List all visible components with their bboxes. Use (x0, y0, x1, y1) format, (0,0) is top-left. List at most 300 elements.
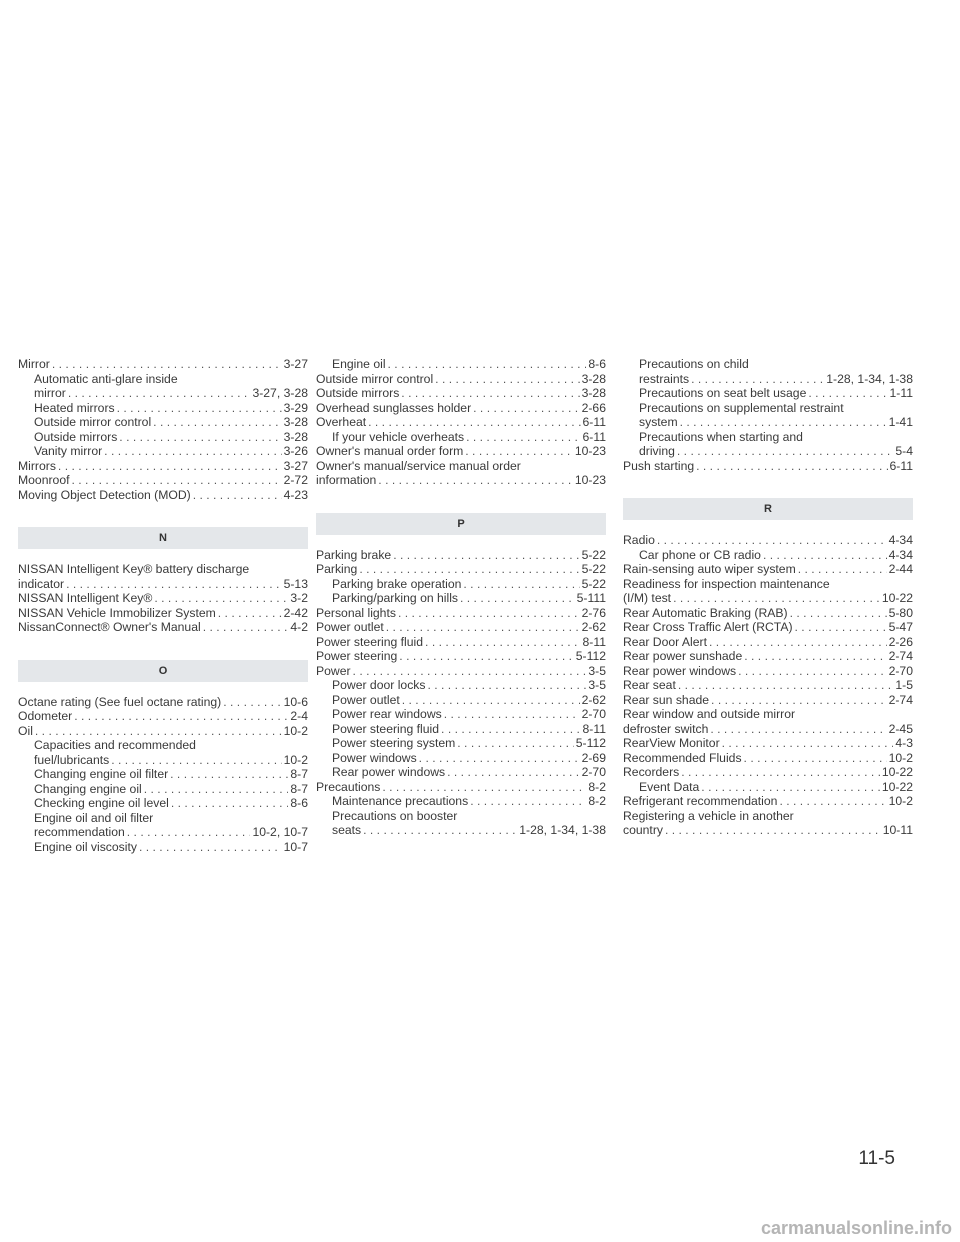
index-entry (623, 620, 913, 635)
index-entry-page: 3-27 (283, 458, 308, 473)
index-entry-page: 2-45 (888, 721, 913, 736)
index-entry-label: Heated mirrors (34, 400, 115, 415)
dot-leader (58, 459, 282, 474)
dot-leader (52, 357, 282, 372)
index-entry-page: 10-2 (283, 752, 308, 767)
dot-leader (678, 678, 894, 693)
dot-leader (153, 415, 281, 430)
index-entry-label: Outside mirror control (34, 415, 152, 429)
index-entry (623, 415, 913, 430)
index-entry (18, 840, 308, 855)
index-entry (623, 722, 913, 737)
dot-leader (427, 678, 586, 693)
index-entry-page: 3-5 (588, 678, 606, 692)
dot-leader (680, 415, 887, 430)
dot-leader (665, 823, 881, 838)
index-entry-page: 2-70 (581, 707, 606, 721)
index-entry (316, 620, 606, 635)
index-entry-page: 2-76 (581, 605, 606, 620)
index-entry-label: Rear Cross Traffic Alert (RCTA) (623, 620, 793, 634)
index-entry (623, 444, 913, 459)
index-entry (316, 678, 606, 693)
index-entry-label: Power steering fluid (316, 634, 424, 649)
dot-leader (711, 693, 887, 708)
index-entry-line: Precautions on supplemental restraint (639, 400, 844, 415)
index-entry (18, 591, 308, 606)
index-entry-label: (I/M) test (623, 591, 672, 605)
index-entry (316, 401, 606, 416)
dot-leader (779, 794, 886, 809)
dot-leader (709, 635, 887, 650)
index-entry-page: 3-2 (290, 591, 308, 605)
index-entry-page: 1-41 (888, 415, 913, 429)
index-entry (316, 415, 606, 430)
dot-leader (701, 780, 880, 795)
index-entry (18, 709, 308, 724)
index-entry-label: Power steering fluid (332, 721, 440, 736)
index-entry-page: 2-74 (888, 692, 913, 707)
index-entry-label: Parking/parking on hills (332, 591, 459, 605)
dot-leader (398, 606, 580, 621)
index-entry-label: Changing engine oil filter (34, 767, 169, 781)
dot-leader (144, 782, 289, 797)
index-entry (623, 459, 913, 474)
dot-leader (363, 823, 517, 838)
index-entry-page: 8-7 (290, 767, 308, 781)
index-entry-label: Owner's manual order form (316, 444, 464, 458)
index-entry-label: Power outlet (332, 692, 400, 707)
index-entry-page: 8-2 (588, 794, 606, 808)
dot-leader (738, 664, 886, 679)
dot-leader (808, 386, 887, 401)
dot-leader (681, 765, 880, 780)
index-entry-page: 8-6 (290, 796, 308, 810)
index-entry-label: Recommended Fluids (623, 750, 742, 765)
index-entry-line: Rear window and outside mirror (623, 707, 796, 721)
index-entry-line: Capacities and recommended (34, 738, 196, 752)
dot-leader (382, 780, 586, 795)
dot-leader (402, 693, 580, 708)
index-entry (623, 562, 913, 577)
index-entry-label: Rear sun shade (623, 692, 710, 707)
index-entry (316, 357, 606, 372)
index-entry-page: 2-72 (283, 473, 308, 487)
index-entry-page: 1-28, 1-34, 1-38 (826, 371, 913, 386)
index-entry (316, 635, 606, 650)
index-entry-label: Overheat (316, 415, 367, 429)
index-entry (316, 707, 606, 722)
index-column-2 (316, 357, 606, 838)
index-entry-page: 5-4 (895, 444, 913, 458)
index-entry-label: Overhead sunglasses holder (316, 400, 472, 415)
index-entry-line: Owner's manual/service manual order (316, 458, 521, 473)
dot-leader (722, 736, 894, 751)
index-entry (623, 794, 913, 809)
dot-leader (473, 401, 579, 416)
index-entry-page: 3-28 (581, 386, 606, 400)
index-entry-page: 10-23 (574, 444, 606, 458)
index-entry-page: 4-34 (888, 547, 913, 562)
index-entry-label: Checking engine oil level (34, 796, 169, 810)
index-entry-page: 3-28 (283, 415, 308, 429)
dot-leader (457, 736, 573, 751)
index-entry-page: 5-111 (576, 591, 606, 605)
index-entry-label: NissanConnect® Owner's Manual (18, 620, 201, 634)
index-entry-label: Power rear windows (332, 707, 442, 721)
index-entry-line: Engine oil and oil filter (34, 810, 154, 825)
index-entry (18, 386, 308, 401)
dot-leader (386, 620, 580, 635)
index-entry-label: Oil (18, 723, 33, 738)
index-entry-line: Readiness for inspection maintenance (623, 576, 830, 591)
index-entry-label: Rear Door Alert (623, 634, 707, 649)
index-entry-label: Personal lights (316, 605, 396, 620)
index-entry-label: Power (316, 663, 351, 678)
dot-leader (378, 473, 573, 488)
dot-leader (710, 722, 886, 737)
index-entry-label: Rear Automatic Braking (RAB) (623, 605, 788, 620)
dot-leader (470, 794, 586, 809)
index-entry-label: Refrigerant recommendation (623, 794, 778, 808)
index-entry-label: information (316, 473, 377, 487)
dot-leader (460, 591, 575, 606)
dot-leader (68, 386, 251, 401)
dot-leader (419, 751, 580, 766)
page-number: 11-5 (858, 1148, 895, 1169)
dot-leader (193, 488, 282, 503)
dot-leader (218, 606, 282, 621)
index-entry-label: Moving Object Detection (MOD) (18, 487, 191, 502)
section-letter-n: N (18, 527, 308, 549)
index-entry (316, 430, 606, 445)
index-entry-page: 5-22 (581, 547, 606, 562)
index-entry (316, 372, 606, 387)
index-entry-label: RearView Monitor (623, 736, 720, 750)
index-entry-label: Rear power sunshade (623, 649, 743, 663)
index-entry-label: restraints (639, 371, 690, 386)
index-entry (316, 548, 606, 563)
index-entry-page: 5-22 (581, 562, 606, 576)
index-entry-label: Push starting (623, 458, 695, 473)
index-entry-label: Outside mirror control (316, 371, 434, 386)
index-entry (316, 693, 606, 708)
index-entry (316, 780, 606, 795)
index-entry (18, 695, 308, 710)
index-entry-page: 6-11 (582, 429, 606, 444)
index-entry (316, 473, 606, 488)
index-entry (316, 664, 606, 679)
index-entry-label: recommendation (34, 825, 125, 839)
index-entry (18, 444, 308, 459)
index-entry-page: 3-26 (283, 444, 308, 458)
dot-leader (744, 649, 886, 664)
index-entry-label: Parking (316, 562, 358, 576)
dot-leader (763, 548, 887, 563)
dot-leader (170, 767, 288, 782)
index-entry-page: 8-7 (290, 781, 308, 796)
dot-leader (66, 577, 282, 592)
index-entry-label: Rear seat (623, 678, 676, 692)
index-entry (316, 591, 606, 606)
index-entry-label: Power steering (316, 649, 398, 663)
index-entry-page: 10-2 (888, 750, 913, 765)
index-entry-line: Precautions when starting and (639, 429, 803, 444)
dot-leader (696, 459, 887, 474)
index-entry-label: Car phone or CB radio (639, 547, 761, 562)
index-entry-page: 2-74 (888, 649, 913, 663)
index-entry-label: Rear power windows (623, 663, 737, 678)
index-entry-page: 4-2 (290, 620, 308, 634)
dot-leader (441, 722, 580, 737)
index-entry (18, 753, 308, 768)
index-entry (623, 664, 913, 679)
index-entry (623, 693, 913, 708)
index-entry-page: 6-11 (889, 458, 913, 473)
index-entry-page: 2-44 (888, 562, 913, 576)
index-entry-page: 3-28 (283, 429, 308, 444)
index-entry (316, 736, 606, 751)
index-entry-page: 2-26 (888, 634, 913, 649)
index-entry-page: 2-69 (581, 750, 606, 765)
index-entry-label: system (639, 415, 678, 429)
index-entry (316, 577, 606, 592)
dot-leader (223, 695, 281, 710)
index-entry (18, 459, 308, 474)
index-entry (623, 678, 913, 693)
index-entry-page: 10-22 (881, 765, 913, 779)
dot-leader (435, 372, 579, 387)
index-entry-page: 6-11 (582, 415, 606, 429)
index-entry-page: 10-23 (574, 473, 606, 487)
index-entry-page: 8-11 (582, 721, 606, 736)
index-entry-label: Event Data (639, 779, 700, 794)
index-entry (316, 649, 606, 664)
dot-leader (744, 751, 887, 766)
index-entry-label: Rain-sensing auto wiper system (623, 562, 796, 576)
index-entry-page: 5-112 (575, 736, 606, 750)
index-entry-page: 3-29 (283, 400, 308, 415)
dot-leader (117, 401, 282, 416)
index-entry (18, 825, 308, 840)
index-entry (18, 620, 308, 635)
index-entry-label: Power steering system (332, 736, 456, 750)
index-entry-page: 5-112 (575, 649, 606, 663)
index-entry-label: Recorders (623, 765, 680, 779)
index-entry-label: NISSAN Vehicle Immobilizer System (18, 605, 216, 620)
index-entry-line: Precautions on booster (332, 808, 458, 823)
dot-leader (111, 753, 281, 768)
index-entry-page: 1-5 (895, 678, 913, 692)
index-entry-label: mirror (34, 386, 66, 400)
section-letter-r: R (623, 498, 913, 520)
index-entry (18, 782, 308, 797)
index-entry (316, 444, 606, 459)
index-entry-page: 10-2 (283, 723, 308, 738)
index-entry-page: 1-11 (889, 386, 913, 400)
index-entry-page: 5-80 (888, 605, 913, 620)
index-entry-page: 10-22 (881, 591, 913, 605)
index-entry-page: 2-66 (581, 400, 606, 415)
index-entry-label: Power windows (332, 750, 417, 765)
section-letter-p: P (316, 513, 606, 535)
index-entry-page: 4-34 (888, 533, 913, 547)
dot-leader (203, 620, 289, 635)
dot-leader (388, 357, 587, 372)
index-entry-page: 10-7 (283, 839, 308, 854)
index-entry-label: Octane rating (See fuel octane rating) (18, 694, 222, 709)
index-entry (316, 562, 606, 577)
index-entry (623, 736, 913, 751)
index-entry (18, 357, 308, 372)
index-entry-line: NISSAN Intelligent Key® battery discharge (18, 562, 250, 576)
dot-leader (154, 591, 288, 606)
index-entry-label: fuel/lubricants (34, 752, 110, 767)
dot-leader (104, 444, 281, 459)
index-entry-label: Odometer (18, 709, 73, 723)
index-entry-page: 10-6 (283, 694, 308, 709)
dot-leader (463, 577, 579, 592)
index-entry-label: Mirrors (18, 458, 56, 473)
index-entry-page: 10-2 (888, 794, 913, 808)
index-entry-label: Power door locks (332, 678, 426, 692)
index-entry (18, 401, 308, 416)
dot-leader (425, 635, 580, 650)
index-entry-page: 4-3 (895, 736, 913, 750)
index-entry (623, 649, 913, 664)
index-entry-label: If your vehicle overheats (332, 429, 465, 444)
index-entry-label: Radio (623, 533, 655, 547)
index-entry-page: 3-27, 3-28 (252, 386, 308, 400)
index-entry (316, 823, 606, 838)
index-entry-label: Outside mirrors (316, 386, 400, 400)
index-entry-label: Maintenance precautions (332, 794, 469, 808)
index-column-3 (623, 357, 913, 838)
index-entry (623, 780, 913, 795)
dot-leader (74, 709, 288, 724)
index-entry (18, 415, 308, 430)
dot-leader (368, 415, 580, 430)
index-entry-label: Power outlet (316, 620, 384, 634)
dot-leader (673, 591, 880, 606)
index-entry-page: 3-27 (283, 357, 308, 371)
index-entry (316, 794, 606, 809)
index-entry-label: defroster switch (623, 721, 709, 736)
index-entry (623, 765, 913, 780)
dot-leader (139, 840, 282, 855)
dot-leader (171, 796, 289, 811)
section-letter-o: O (18, 660, 308, 682)
index-entry-page: 8-2 (588, 779, 606, 794)
index-entry (623, 372, 913, 387)
dot-leader (657, 533, 887, 548)
index-entry-page: 8-11 (582, 634, 606, 649)
index-entry-page: 10-11 (882, 823, 913, 837)
index-entry (18, 430, 308, 445)
dot-leader (401, 386, 579, 401)
index-entry (316, 765, 606, 780)
index-entry-label: seats (332, 823, 362, 837)
index-entry (316, 606, 606, 621)
index-entry-label: Mirror (18, 357, 50, 371)
index-entry (316, 386, 606, 401)
index-entry-label: Parking brake operation (332, 576, 462, 591)
index-entry-label: Moonroof (18, 473, 70, 487)
index-entry-label: NISSAN Intelligent Key® (18, 591, 153, 605)
index-entry (623, 823, 913, 838)
dot-leader (127, 825, 251, 840)
index-entry-page: 2-70 (581, 765, 606, 779)
index-entry-page: 2-62 (581, 692, 606, 707)
index-entry-page: 5-47 (888, 620, 913, 634)
dot-leader (359, 562, 579, 577)
index-entry-label: Parking brake (316, 547, 392, 562)
index-entry-label: Engine oil viscosity (34, 839, 137, 854)
index-entry-page: 8-6 (588, 357, 606, 371)
index-entry-page: 2-4 (290, 709, 308, 723)
index-entry (316, 722, 606, 737)
dot-leader (119, 430, 281, 445)
index-entry-line: Registering a vehicle in another (623, 808, 794, 823)
index-entry-label: driving (639, 444, 675, 458)
index-entry (18, 796, 308, 811)
index-entry (18, 473, 308, 488)
index-column-1 (18, 357, 308, 854)
index-entry (18, 577, 308, 592)
index-entry-label: country (623, 823, 663, 837)
index-entry (623, 606, 913, 621)
index-entry (18, 606, 308, 621)
index-entry (623, 591, 913, 606)
index-entry (623, 751, 913, 766)
dot-leader (798, 562, 887, 577)
index-entry (18, 767, 308, 782)
index-entry-label: Precautions (316, 779, 381, 794)
dot-leader (444, 707, 580, 722)
dot-leader (399, 649, 573, 664)
index-entry-label: Vanity mirror (34, 444, 103, 458)
index-entry-page: 5-13 (283, 576, 308, 591)
index-entry-label: Engine oil (332, 357, 386, 371)
dot-leader (795, 620, 887, 635)
index-entry-page: 3-5 (588, 663, 606, 678)
dot-leader (691, 372, 824, 387)
index-entry-page: 2-70 (888, 663, 913, 678)
dot-leader (447, 765, 579, 780)
index-entry-page: 10-2, 10-7 (252, 825, 308, 839)
watermark-text: carmanualsonline.info (760, 1218, 952, 1238)
index-entry-label: Changing engine oil (34, 781, 142, 796)
dot-leader (465, 444, 573, 459)
dot-leader (353, 664, 587, 679)
index-entry (18, 488, 308, 503)
index-entry (623, 533, 913, 548)
index-entry-label: indicator (18, 576, 65, 591)
dot-leader (72, 473, 282, 488)
index-entry (623, 635, 913, 650)
dot-leader (677, 444, 893, 459)
dot-leader (466, 430, 580, 445)
index-entry-page: 5-22 (581, 576, 606, 591)
index-entry-page: 3-28 (581, 371, 606, 386)
index-entry-label: Outside mirrors (34, 429, 118, 444)
index-entry-page: 2-62 (581, 620, 606, 634)
index-entry (18, 724, 308, 739)
index-entry-label: Rear power windows (332, 765, 446, 779)
index-entry-line: Automatic anti-glare inside (34, 371, 178, 386)
dot-leader (35, 724, 282, 739)
index-entry-page: 1-28, 1-34, 1-38 (519, 823, 606, 837)
dot-leader (393, 548, 579, 563)
